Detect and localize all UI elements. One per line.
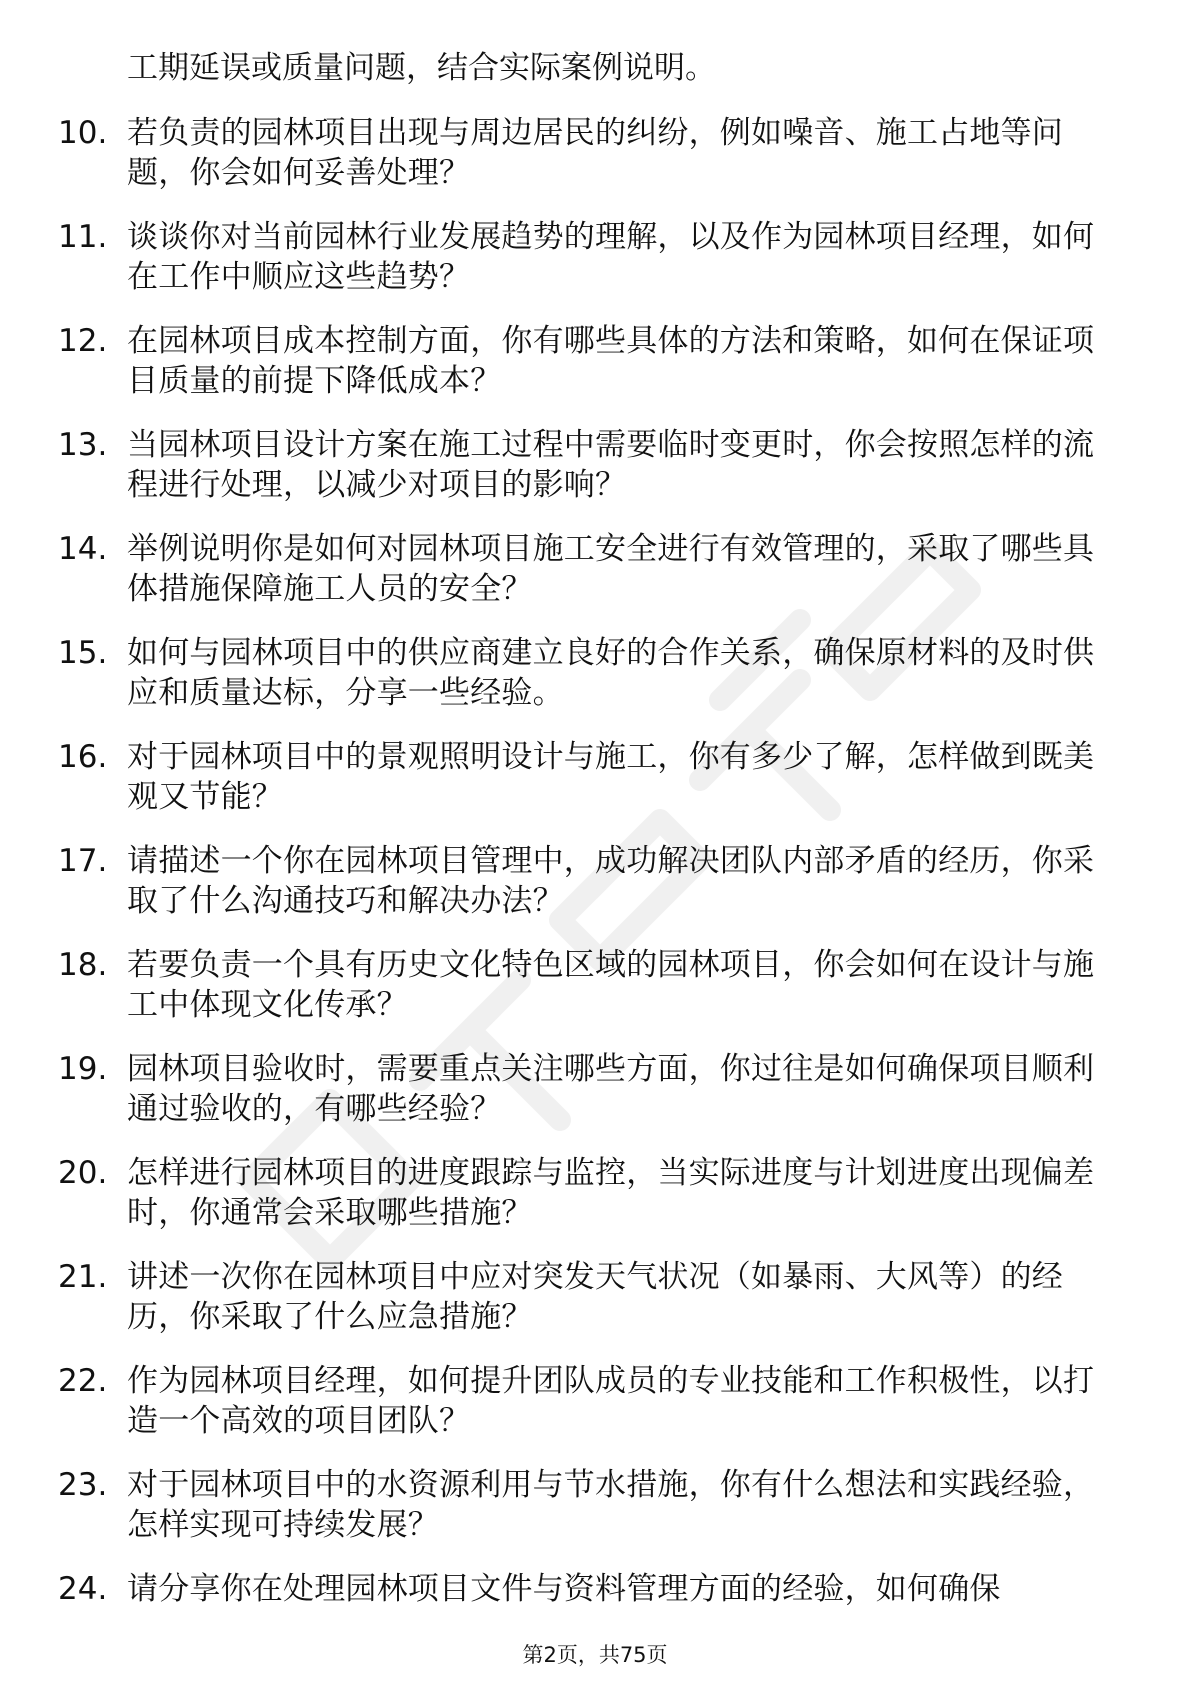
question-text: 请描述一个你在园林项目管理中，成功解决团队内部矛盾的经历，你采取了什么沟通技巧和解决办法？	[127, 843, 1095, 919]
question-text: 谈谈你对当前园林行业发展趋势的理解，以及作为园林项目经理，如何在工作中顺应这些趋势？	[127, 219, 1095, 295]
question-number: 17.	[58, 843, 108, 879]
question-text: 若要负责一个具有历史文化特色区域的园林项目，你会如何在设计与施工中体现文化传承？	[127, 947, 1095, 1023]
question-text: 举例说明你是如何对园林项目施工安全进行有效管理的，采取了哪些具体措施保障施工人员的安全？	[127, 531, 1095, 607]
question-item	[0, 945, 1190, 1049]
question-text: 怎样进行园林项目的进度跟踪与监控，当实际进度与计划进度出现偏差时，你通常会采取哪些措施？	[127, 1155, 1095, 1231]
question-text: 作为园林项目经理，如何提升团队成员的专业技能和工作积极性，以打造一个高效的项目团队？	[127, 1363, 1095, 1439]
question-number: 16.	[58, 739, 108, 775]
question-item	[0, 425, 1190, 529]
question-list	[0, 113, 1190, 1673]
question-text: 如何与园林项目中的供应商建立良好的合作关系，确保原材料的及时供应和质量达标，分享一些经验。	[127, 635, 1095, 711]
question-number: 18.	[58, 947, 108, 983]
question-item	[0, 1361, 1190, 1465]
question-number: 10.	[58, 115, 108, 151]
question-number: 19.	[58, 1051, 108, 1087]
question-item	[0, 321, 1190, 425]
question-number: 23.	[58, 1467, 108, 1503]
question-text: 在园林项目成本控制方面，你有哪些具体的方法和策略，如何在保证项目质量的前提下降低成本？	[127, 323, 1095, 399]
question-text: 讲述一次你在园林项目中应对突发天气状况（如暴雨、大风等）的经历，你采取了什么应急措施？	[127, 1259, 1063, 1335]
question-text: 若负责的园林项目出现与周边居民的纠纷，例如噪音、施工占地等问题，你会如何妥善处理？	[127, 115, 1063, 191]
question-number: 20.	[58, 1155, 108, 1191]
question-item	[0, 217, 1190, 321]
question-number: 11.	[58, 219, 108, 255]
question-number: 22.	[58, 1363, 108, 1399]
question-text: 请分享你在处理园林项目文件与资料管理方面的经验，如何确保	[127, 1571, 1001, 1607]
question-item	[0, 737, 1190, 841]
question-item	[0, 1465, 1190, 1569]
question-number: 13.	[58, 427, 108, 463]
continued-question-text: 工期延误或质量问题，结合实际案例说明。	[127, 50, 716, 86]
page-footer: 第2页，共75页	[522, 1643, 668, 1667]
question-item	[0, 1049, 1190, 1153]
question-item	[0, 529, 1190, 633]
question-text: 对于园林项目中的景观照明设计与施工，你有多少了解，怎样做到既美观又节能？	[127, 739, 1095, 815]
question-text: 园林项目验收时，需要重点关注哪些方面，你过往是如何确保项目顺利通过验收的，有哪些经验？	[127, 1051, 1095, 1127]
question-number: 21.	[58, 1259, 108, 1295]
question-item	[0, 1153, 1190, 1257]
question-item	[0, 633, 1190, 737]
question-text: 对于园林项目中的水资源利用与节水措施，你有什么想法和实践经验，怎样实现可持续发展？	[127, 1467, 1095, 1543]
question-number: 15.	[58, 635, 108, 671]
question-number: 12.	[58, 323, 108, 359]
question-item	[0, 1257, 1190, 1361]
question-text: 当园林项目设计方案在施工过程中需要临时变更时，你会按照怎样的流程进行处理，以减少对项目的影响？	[127, 427, 1095, 503]
question-number: 14.	[58, 531, 108, 567]
question-item	[0, 113, 1190, 217]
question-number: 24.	[58, 1571, 108, 1607]
question-item	[0, 841, 1190, 945]
